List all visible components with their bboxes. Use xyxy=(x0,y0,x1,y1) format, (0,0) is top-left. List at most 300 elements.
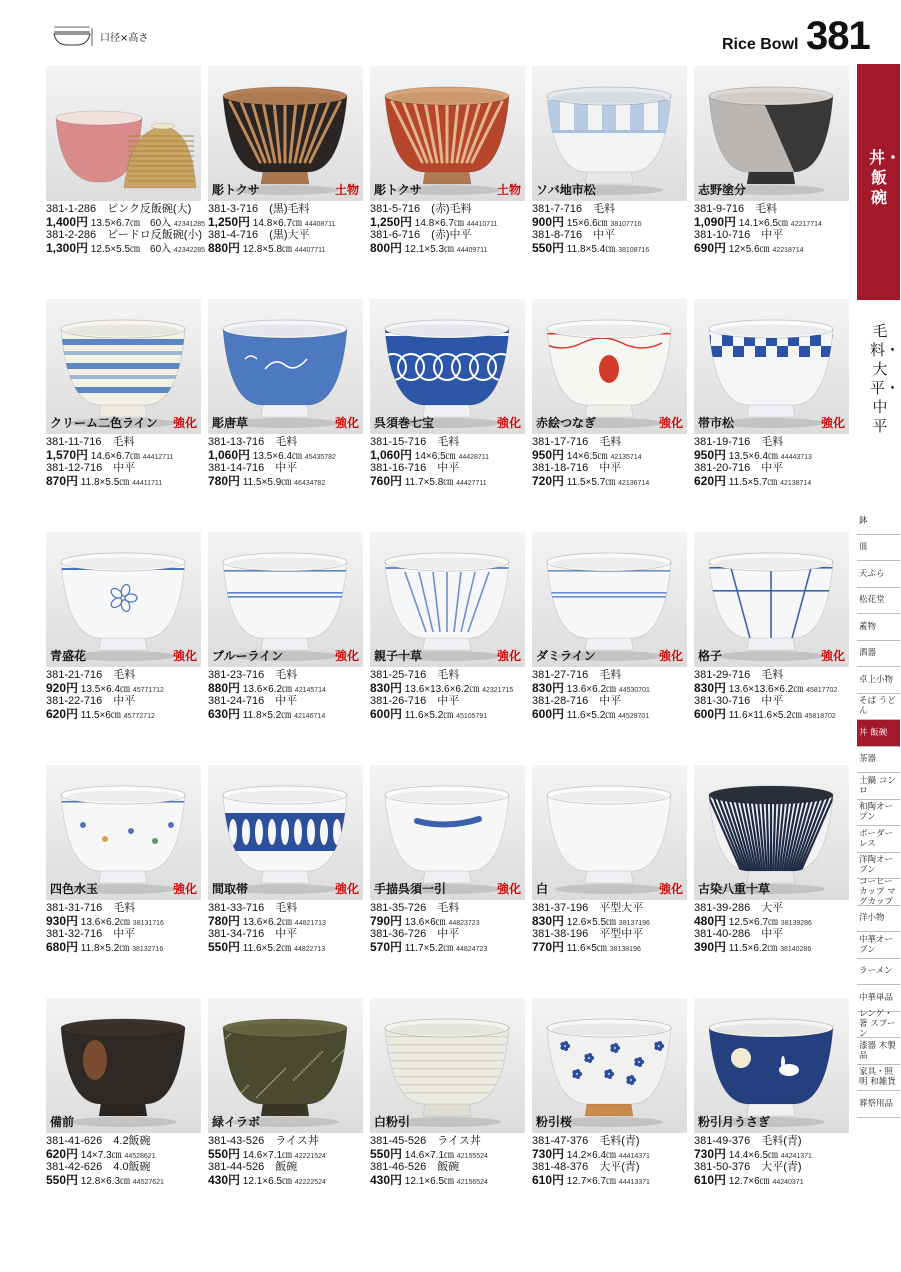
price-line xyxy=(46,682,201,695)
jan-code: 46434782 xyxy=(294,480,326,487)
product-code: 381-45-526 ライス丼 xyxy=(370,1135,481,1147)
index-item[interactable]: コーヒーカップ マグカップ xyxy=(857,879,900,906)
jan-code: 44527621 xyxy=(132,1179,164,1186)
product-name: 古染八重十草 xyxy=(698,882,771,896)
jan-code: 44408711 xyxy=(304,221,336,228)
price-line xyxy=(46,1174,201,1187)
price-line xyxy=(208,1174,363,1187)
material-tag: 強化 xyxy=(658,882,683,896)
jan-code: 44428711 xyxy=(458,454,490,461)
jan-code: 44823723 xyxy=(448,920,480,927)
product-code: 381-11-716 毛料 xyxy=(46,436,135,448)
price: 620円 xyxy=(46,1147,79,1161)
dimensions: 11.8×5.2㎝ xyxy=(240,710,295,721)
price: 790円 xyxy=(370,914,403,928)
product-code: 381-44-526 飯碗 xyxy=(208,1161,298,1173)
product-spec xyxy=(208,1135,363,1187)
jan-code: 45772712 xyxy=(123,713,155,720)
price-line xyxy=(694,682,849,695)
dimensions: 12.1×6.5㎝ xyxy=(240,1176,295,1187)
dimensions: 11.8×5.5㎝ xyxy=(78,477,133,488)
index-item[interactable]: 酒器 xyxy=(857,641,900,668)
price-line xyxy=(370,941,525,954)
price: 760円 xyxy=(370,474,403,488)
product-spec xyxy=(370,436,525,488)
price: 920円 xyxy=(46,681,79,695)
price: 550円 xyxy=(46,1173,79,1187)
product-code: 381-18-716 中平 xyxy=(532,462,622,474)
price-line xyxy=(370,449,525,462)
jan-code: 42138714 xyxy=(780,480,812,487)
product-name: ソバ地市松 xyxy=(536,183,596,197)
dimensions: 11.5×5.7㎝ xyxy=(564,477,619,488)
product-card[interactable] xyxy=(694,998,849,1187)
product-code: 381-28-716 中平 xyxy=(532,695,622,707)
dimensions: 11.6×5.2㎝ xyxy=(564,710,619,721)
jan-code: 45435782 xyxy=(304,454,336,461)
product-card[interactable] xyxy=(370,998,525,1187)
dimensions: 12.8×5.8㎝ xyxy=(240,244,295,255)
dimensions: 11.8×5.4㎝ xyxy=(564,244,619,255)
index-item[interactable]: 中華オーブン xyxy=(857,932,900,959)
material-tag: 土物 xyxy=(496,183,521,197)
product-name: 四色水玉 xyxy=(50,882,99,896)
product-spec xyxy=(208,669,363,721)
product-photo xyxy=(532,765,687,900)
page-number: 381 xyxy=(806,14,870,58)
product-spec xyxy=(532,436,687,488)
dimensions: 11.6×5㎝ xyxy=(564,943,610,954)
price-line xyxy=(370,915,525,928)
product-code: 381-17-716 毛料 xyxy=(532,436,622,448)
product-code: 381-40-286 中平 xyxy=(694,928,784,940)
price: 830円 xyxy=(532,681,565,695)
index-item[interactable]: ボーダーレス xyxy=(857,826,900,853)
jan-code: 42135714 xyxy=(610,454,642,461)
product-name: 白粉引 xyxy=(374,1115,411,1129)
product-code: 381-16-716 中平 xyxy=(370,462,460,474)
product-name: 呉須巻七宝 xyxy=(374,416,435,430)
jan-code: 44413371 xyxy=(618,1179,650,1186)
index-item[interactable]: 丼 飯碗 xyxy=(857,720,900,747)
jan-code: 38107716 xyxy=(610,221,642,228)
product-name: 備前 xyxy=(50,1115,75,1129)
price: 550円 xyxy=(208,940,241,954)
price: 1,250円 xyxy=(370,215,413,229)
price-line xyxy=(46,241,206,255)
index-item[interactable]: 洋小物 xyxy=(857,906,900,933)
dimensions: 11.5×6㎝ xyxy=(78,710,124,721)
product-name: 間取帯 xyxy=(212,882,249,896)
dimensions: 13.5×6.4㎝ xyxy=(78,684,133,695)
dimensions: 11.8×5.2㎝ xyxy=(78,943,133,954)
index-item[interactable]: 葬祭用品 xyxy=(857,1091,900,1118)
product-photo xyxy=(370,998,525,1133)
product-photo xyxy=(46,765,201,900)
dimensions: 12.1×5.3㎝ xyxy=(402,244,457,255)
dimensions: 14×7.3㎝ xyxy=(78,1150,125,1161)
price: 830円 xyxy=(694,681,727,695)
product-code: 381-27-716 毛料 xyxy=(532,669,622,681)
index-item[interactable]: 皿 xyxy=(857,535,900,562)
price: 730円 xyxy=(532,1147,565,1161)
product-spec xyxy=(694,902,849,954)
price: 870円 xyxy=(46,474,79,488)
product-photo xyxy=(208,299,363,434)
index-item[interactable]: レンゲ・箸 スプーン xyxy=(857,1012,900,1039)
product-name: 彫トクサ xyxy=(374,183,422,197)
dimensions: 14.6×7.1㎝ xyxy=(240,1150,295,1161)
price: 780円 xyxy=(208,474,241,488)
product-spec xyxy=(532,1135,687,1187)
dimensions: 13.6×6.2㎝ xyxy=(78,917,133,928)
product-spec xyxy=(694,669,849,721)
price-line xyxy=(694,708,849,721)
jan-code: 42136714 xyxy=(618,480,650,487)
index-item[interactable]: 天ぷら xyxy=(857,561,900,588)
dimensions: 12.7×6㎝ xyxy=(726,1176,773,1187)
product-spec xyxy=(370,902,525,954)
dimensions: 13.5×6.7㎝ 60入 xyxy=(88,218,174,229)
product-card[interactable] xyxy=(46,299,201,488)
price: 680円 xyxy=(46,940,79,954)
price-line xyxy=(208,941,363,954)
product-card[interactable] xyxy=(46,66,206,255)
dimensions: 15×6.6㎝ xyxy=(564,218,611,229)
dimensions: 14.4×6.5㎝ xyxy=(726,1150,781,1161)
price-line xyxy=(370,242,525,255)
price-line xyxy=(370,708,525,721)
price: 1,250円 xyxy=(208,215,251,229)
product-card[interactable] xyxy=(208,532,363,721)
price-line xyxy=(370,475,525,488)
price-line xyxy=(532,941,687,954)
index-item[interactable]: そば うどん xyxy=(857,694,900,721)
product-code: 381-38-196 平型中平 xyxy=(532,928,644,940)
jan-code: 44407711 xyxy=(294,247,326,254)
price-line xyxy=(532,449,687,462)
product-photo xyxy=(694,532,849,667)
product-code: 381-14-716 中平 xyxy=(208,462,298,474)
product-photo xyxy=(694,66,849,201)
price-line xyxy=(208,475,363,488)
dimensions: 13.6×6.2㎝ xyxy=(240,917,295,928)
product-card[interactable] xyxy=(694,532,849,721)
index-item[interactable]: 茶器 xyxy=(857,747,900,774)
product-code: 381-25-716 毛料 xyxy=(370,669,460,681)
product-card[interactable] xyxy=(208,299,363,488)
dimensions: 12.7×6.7㎝ xyxy=(564,1176,619,1187)
price-line xyxy=(694,915,849,928)
product-code: 381-35-726 毛料 xyxy=(370,902,460,914)
product-card[interactable] xyxy=(532,765,687,954)
jan-code: 38137196 xyxy=(618,920,650,927)
price-line xyxy=(46,708,201,721)
jan-code: 44528621 xyxy=(124,1153,156,1160)
product-spec xyxy=(532,203,687,255)
product-photo xyxy=(46,66,201,201)
dimensions: 13.5×6.4㎝ xyxy=(250,451,305,462)
product-code: 381-31-716 毛料 xyxy=(46,902,136,914)
product-card[interactable] xyxy=(370,66,525,255)
jan-code: 44443713 xyxy=(780,454,812,461)
material-tag: 強化 xyxy=(496,649,521,663)
jan-code: 44822713 xyxy=(294,946,326,953)
price-line xyxy=(208,915,363,928)
product-spec xyxy=(370,1135,525,1187)
price: 1,060円 xyxy=(208,448,251,462)
product-name: 親子十草 xyxy=(374,649,423,663)
jan-code: 42321715 xyxy=(482,687,514,694)
price-line xyxy=(370,1174,525,1187)
price: 1,060円 xyxy=(370,448,413,462)
product-code: 381-2-286 ピードロ反飯碗(小) xyxy=(46,229,203,241)
product-spec xyxy=(694,1135,849,1187)
product-spec xyxy=(46,436,201,488)
product-code: 381-3-716 (黒)毛料 xyxy=(208,203,310,215)
product-card[interactable] xyxy=(532,998,687,1187)
price-line xyxy=(208,242,363,255)
price: 600円 xyxy=(532,707,565,721)
product-card[interactable] xyxy=(208,765,363,954)
product-spec xyxy=(46,902,201,954)
product-code: 381-32-716 中平 xyxy=(46,928,136,940)
product-spec xyxy=(46,669,201,721)
product-photo xyxy=(532,998,687,1133)
jan-code: 42222524 xyxy=(294,1179,326,1186)
material-tag: 強化 xyxy=(334,882,359,896)
jan-code: 44824723 xyxy=(456,946,488,953)
index-item[interactable]: 家具・照明 和雑貨 xyxy=(857,1065,900,1092)
price-line xyxy=(370,682,525,695)
index-item[interactable]: 漆器 木製品 xyxy=(857,1038,900,1065)
index-item[interactable]: 洋陶オーブン xyxy=(857,853,900,880)
jan-code: 44530701 xyxy=(618,687,650,694)
product-name: 彫トクサ xyxy=(212,183,260,197)
legend-text: 口径×高さ xyxy=(100,32,149,44)
product-name: 粉引桜 xyxy=(536,1115,573,1129)
product-name: 彫唐草 xyxy=(212,416,249,430)
price: 880円 xyxy=(208,681,241,695)
dimensions: 12.6×5.5㎝ xyxy=(564,917,619,928)
jan-code: 45771712 xyxy=(132,687,164,694)
product-code: 381-13-716 毛料 xyxy=(208,436,298,448)
product-code: 381-1-286 ピンク反飯碗(大) xyxy=(46,203,192,215)
price: 690円 xyxy=(694,241,727,255)
dimensions: 11.5×5.9㎝ xyxy=(240,477,295,488)
product-name: 格子 xyxy=(698,649,723,663)
dimensions: 12×5.6㎝ xyxy=(726,244,773,255)
product-card[interactable] xyxy=(532,532,687,721)
dimensions: 14×6.5㎝ xyxy=(412,451,459,462)
price: 730円 xyxy=(694,1147,727,1161)
product-card[interactable] xyxy=(694,66,849,255)
dimensions: 13.6×6.2㎝ xyxy=(240,684,295,695)
jan-code: 42155524 xyxy=(456,1153,488,1160)
product-code: 381-34-716 中平 xyxy=(208,928,298,940)
product-name: 帯市松 xyxy=(698,416,735,430)
product-code: 381-19-716 毛料 xyxy=(694,436,784,448)
product-code: 381-4-716 (黒)大平 xyxy=(208,229,310,241)
dimensions: 12.5×6.7㎝ xyxy=(726,917,781,928)
product-photo xyxy=(46,532,201,667)
price: 800円 xyxy=(370,241,403,255)
product-name: 青盛花 xyxy=(50,649,87,663)
index-item[interactable]: ラーメン xyxy=(857,959,900,986)
product-spec xyxy=(208,203,363,255)
product-code: 381-26-716 中平 xyxy=(370,695,460,707)
product-name: 赤絵つなぎ xyxy=(536,416,597,430)
price-line xyxy=(46,449,201,462)
dimensions: 12.5×5.5㎝ 60入 xyxy=(88,244,174,255)
price-line xyxy=(46,1148,201,1161)
index-item[interactable]: 卓上小物 xyxy=(857,667,900,694)
subcategory-label: 毛料・大平・中平 xyxy=(870,322,901,435)
product-name: 緑イラボ xyxy=(212,1115,261,1129)
price-line xyxy=(532,242,687,255)
product-card[interactable] xyxy=(370,299,525,488)
product-card[interactable] xyxy=(208,66,363,255)
dimensions: 14.6×7.1㎝ xyxy=(402,1150,457,1161)
jan-code: 44412711 xyxy=(142,454,174,461)
price-line xyxy=(532,915,687,928)
jan-code: 44821713 xyxy=(294,920,326,927)
material-tag: 強化 xyxy=(496,882,521,896)
product-card[interactable] xyxy=(532,299,687,488)
bowl-image xyxy=(46,66,201,201)
price: 550円 xyxy=(208,1147,241,1161)
product-name: 白 xyxy=(536,882,549,896)
product-code: 381-48-376 大平(青) xyxy=(532,1161,640,1173)
product-card[interactable] xyxy=(46,765,201,954)
product-photo xyxy=(208,998,363,1133)
dimensions: 11.6×5.2㎝ xyxy=(240,943,295,954)
product-code: 381-23-716 毛料 xyxy=(208,669,298,681)
product-card[interactable] xyxy=(694,299,849,488)
price: 630円 xyxy=(208,707,241,721)
product-card[interactable] xyxy=(370,532,525,721)
product-code: 381-12-716 中平 xyxy=(46,462,136,474)
index-item[interactable]: 和陶オーブン xyxy=(857,800,900,827)
product-card[interactable] xyxy=(370,765,525,954)
price-line xyxy=(208,1148,363,1161)
jan-code: 44241371 xyxy=(780,1153,812,1160)
price-line xyxy=(46,215,206,229)
material-tag: 土物 xyxy=(334,183,359,197)
jan-code: 44414371 xyxy=(618,1153,650,1160)
product-code: 381-5-716 (赤)毛料 xyxy=(370,203,472,215)
material-tag: 強化 xyxy=(820,649,845,663)
price-line xyxy=(46,915,201,928)
price-line xyxy=(46,475,201,488)
price: 550円 xyxy=(370,1147,403,1161)
price-line xyxy=(532,1174,687,1187)
product-name: 手描呉須一引 xyxy=(374,882,447,896)
index-item[interactable]: 鉢 xyxy=(857,508,900,535)
jan-code: 44410711 xyxy=(466,221,498,228)
jan-code: 38108716 xyxy=(618,247,650,254)
product-code: 381-9-716 毛料 xyxy=(694,203,778,215)
dimensions: 11.7×5.2㎝ xyxy=(402,943,457,954)
product-code: 381-15-716 毛料 xyxy=(370,436,460,448)
product-code: 381-41-626 4.2飯碗 xyxy=(46,1135,151,1147)
product-photo xyxy=(46,299,201,434)
product-photo xyxy=(370,299,525,434)
product-code: 381-37-196 平型大平 xyxy=(532,902,644,914)
index-item[interactable]: 松花堂 xyxy=(857,588,900,615)
product-photo xyxy=(532,299,687,434)
product-photo xyxy=(694,765,849,900)
product-card[interactable] xyxy=(46,532,201,721)
product-card[interactable] xyxy=(694,765,849,954)
product-card[interactable] xyxy=(532,66,687,255)
jan-code: 42341285 xyxy=(173,221,206,228)
jan-code: 38139286 xyxy=(780,920,812,927)
product-code: 381-21-716 毛料 xyxy=(46,669,136,681)
dimensions: 14.2×6.4㎝ xyxy=(564,1150,619,1161)
index-item[interactable]: 土鍋 コンロ xyxy=(857,773,900,800)
price-line xyxy=(532,216,687,229)
dimensions: 11.6×5.2㎝ xyxy=(402,710,457,721)
jan-code: 44411711 xyxy=(132,480,163,487)
product-spec xyxy=(532,902,687,954)
dimensions: 13.6×6.2㎝ xyxy=(564,684,619,695)
jan-code: 42156524 xyxy=(456,1179,488,1186)
category-tab[interactable] xyxy=(857,64,900,300)
price: 950円 xyxy=(532,448,565,462)
index-item[interactable]: 中華単品 xyxy=(857,985,900,1012)
dimensions: 13.6×13.6×6.2㎝ xyxy=(726,684,807,695)
product-card[interactable] xyxy=(208,998,363,1187)
price-line xyxy=(208,216,363,229)
size-legend xyxy=(50,24,148,48)
price-line xyxy=(532,1148,687,1161)
product-code: 381-20-716 中平 xyxy=(694,462,784,474)
index-item[interactable]: 蓋物 xyxy=(857,614,900,641)
price-line xyxy=(694,1148,849,1161)
product-photo xyxy=(370,765,525,900)
material-tag: 強化 xyxy=(496,416,521,430)
product-code: 381-29-716 毛料 xyxy=(694,669,784,681)
price: 780円 xyxy=(208,914,241,928)
product-card[interactable] xyxy=(46,998,201,1187)
price: 570円 xyxy=(370,940,403,954)
jan-code: 38132716 xyxy=(132,946,164,953)
price-line xyxy=(694,449,849,462)
jan-code: 42145714 xyxy=(294,687,326,694)
product-code: 381-33-716 毛料 xyxy=(208,902,298,914)
price: 830円 xyxy=(370,681,403,695)
dimensions: 11.5×5.7㎝ xyxy=(726,477,781,488)
dimensions: 11.5×6.2㎝ xyxy=(726,943,781,954)
dimensions: 14.8×6.7㎝ xyxy=(250,218,305,229)
price-line xyxy=(694,941,849,954)
product-code: 381-42-626 4.0飯碗 xyxy=(46,1161,151,1173)
dimensions: 13.6×13.6×6.2㎝ xyxy=(402,684,483,695)
product-photo xyxy=(208,532,363,667)
price-line xyxy=(694,242,849,255)
product-spec xyxy=(208,902,363,954)
material-tag: 強化 xyxy=(172,882,197,896)
price: 430円 xyxy=(208,1173,241,1187)
price: 600円 xyxy=(694,707,727,721)
jan-code: 38140286 xyxy=(780,946,812,953)
product-photo xyxy=(532,532,687,667)
product-code: 381-10-716 中平 xyxy=(694,229,784,241)
price-line xyxy=(208,682,363,695)
product-spec xyxy=(46,1135,201,1187)
jan-code: 45818702 xyxy=(804,713,836,720)
